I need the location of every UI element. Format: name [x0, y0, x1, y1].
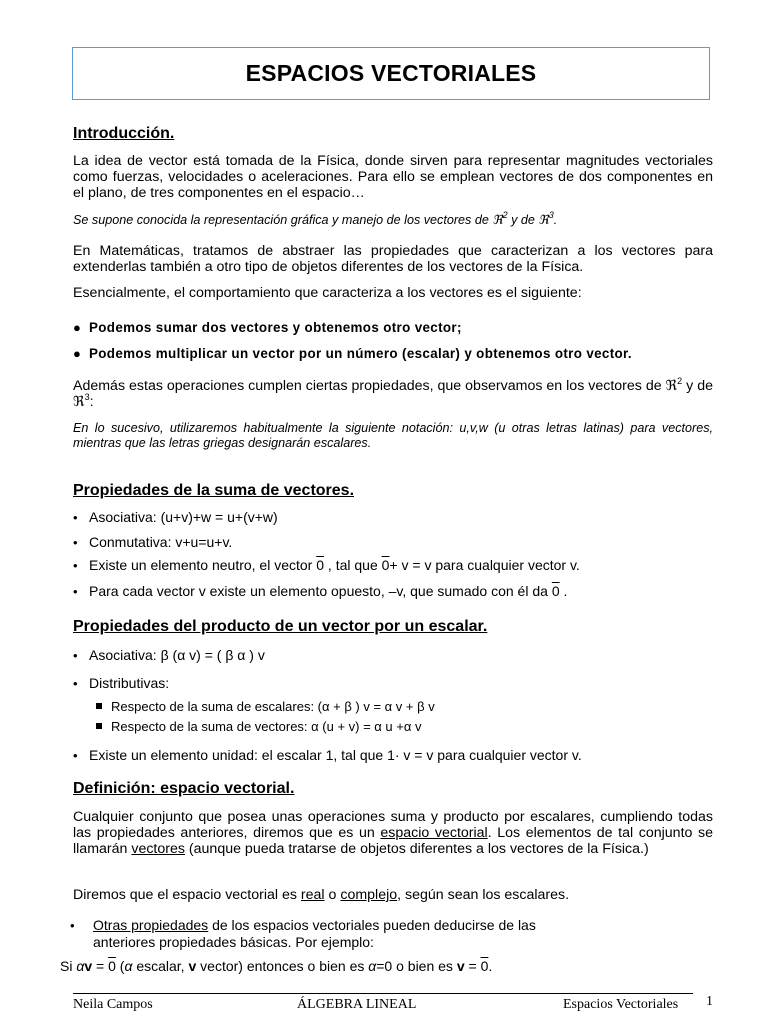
p4-text-c: :	[89, 394, 94, 410]
def-text-b: . Los elementos de tal conjunto se llamarán	[73, 825, 713, 857]
bullet-dot: ●	[73, 346, 81, 361]
distributive-scalars	[96, 699, 435, 714]
intro-note-1	[73, 210, 713, 228]
alpha-symbol: α	[76, 958, 85, 974]
intro-paragraph-2: En Matemáticas, tratamos de abstraer las propiedades que caracterizan a los vectores para extenderlas también a otro tipo de objetos diferentes de los vectores de la Física.	[73, 243, 713, 275]
sum-commutative	[73, 534, 232, 551]
p4-exp-3: 3	[84, 392, 90, 402]
example-text-h: .	[488, 958, 493, 974]
example-text-f: =0 o bien es	[376, 958, 457, 974]
def2-text-b: o	[324, 887, 341, 903]
product-properties-heading: Propiedades del producto de un vector por un escalar.	[73, 618, 488, 635]
square-bullet-icon	[96, 723, 102, 729]
other-properties-text: de los espacios vectoriales pueden deducirse de las	[208, 917, 536, 933]
p4-exp-2: 2	[677, 376, 683, 386]
bullet-dot: •	[73, 676, 78, 691]
def2-text-c: , según sean los escalares.	[397, 887, 570, 903]
zero-vector: 0	[108, 958, 116, 974]
bullet-dot: •	[73, 558, 78, 573]
footer-author: Neila Campos	[73, 997, 153, 1012]
p4-text-b: y de ℜ	[73, 378, 713, 410]
bullet-dot: •	[73, 748, 78, 763]
bullet-sum-text: Podemos sumar dos vectores y obtenemos otro vector;	[89, 320, 462, 335]
product-unit-element	[73, 747, 582, 764]
bullet-dot: •	[73, 648, 78, 663]
note1-exp-3: 3	[548, 210, 554, 220]
product-associative	[73, 647, 265, 664]
def-text-c: (aunque pueda tratarse de objetos diferentes a los vectores de la Física.)	[184, 841, 649, 857]
neutral-text-b: , tal que	[324, 557, 382, 573]
note1-exp-2: 2	[502, 210, 508, 220]
title-box	[72, 47, 710, 100]
product-distributive	[73, 675, 169, 692]
intro-paragraph-4	[73, 378, 713, 410]
footer-page-number: 1	[706, 994, 713, 1009]
sum-commutative-text: Conmutativa: v+u=u+v.	[89, 534, 233, 550]
bullet-dot: •	[73, 510, 78, 525]
bullet-dot: •	[73, 584, 78, 599]
bullet-multiply-vectors	[73, 345, 632, 362]
intro-heading: Introducción.	[73, 125, 175, 142]
note1-text-c: .	[553, 213, 558, 227]
opposite-text-b: .	[559, 583, 568, 599]
footer-chapter: Espacios Vectoriales	[563, 997, 679, 1012]
footer-divider	[73, 993, 693, 994]
intro-paragraph-3: Esencialmente, el comportamiento que caracteriza a los vectores es el siguiente:	[73, 285, 582, 301]
example-text-c: (	[115, 958, 125, 974]
bullet-dot: •	[73, 535, 78, 550]
sum-associative-text: Asociativa: (u+v)+w = u+(v+w)	[89, 509, 278, 525]
other-properties-line-2: anteriores propiedades básicas. Por ejemplo:	[93, 934, 374, 950]
vector-v: v	[188, 958, 197, 974]
example-text-g: =	[464, 958, 481, 974]
bullet-dot: ●	[73, 320, 81, 335]
term-otras-propiedades: Otras propiedades	[93, 917, 209, 933]
product-distributive-text: Distributivas:	[89, 675, 170, 691]
intro-note-2: En lo sucesivo, utilizaremos habitualmente la siguiente notación: u,v,w (u otras letras latinas) para vectores, mientras que las letras griegas designarán escalares.	[73, 421, 713, 450]
definition-paragraph-1	[73, 809, 713, 857]
opposite-text-a: Para cada vector v existe un elemento opuesto, –v, que sumado con él da	[89, 583, 552, 599]
distributive-vectors-text: Respecto de la suma de vectores: α (u + v) = α u +α v	[111, 719, 422, 734]
sum-associative	[73, 509, 278, 526]
alpha-symbol: α	[124, 958, 133, 974]
alpha-symbol: α	[368, 958, 377, 974]
zero-vector: 0	[480, 958, 489, 974]
example-statement	[60, 958, 492, 974]
intro-paragraph-1: La idea de vector está tomada de la Física, donde sirven para representar magnitudes vectoriales como fuerzas, velocidades o aceleraciones. Para ello se emplean vectores de dos componentes en el plano, de tres componentes en el espacio…	[73, 153, 713, 201]
distributive-scalars-text: Respecto de la suma de escalares: (α + β ) v = α v + β v	[111, 699, 435, 714]
bullet-multiply-text: Podemos multiplicar un vector por un número (escalar) y obtenemos otro vector.	[89, 346, 632, 361]
zero-vector: 0	[551, 583, 560, 599]
square-bullet-icon	[96, 703, 102, 709]
example-text-e: vector) entonces o bien es	[196, 958, 369, 974]
zero-vector: 0	[381, 557, 390, 573]
note1-text-b: y de ℜ	[507, 213, 549, 227]
other-properties-bullet	[70, 917, 536, 934]
example-text-a: Si	[60, 958, 77, 974]
definition-heading: Definición: espacio vectorial.	[73, 780, 295, 797]
sum-neutral-element	[73, 557, 580, 574]
example-text-b: =	[92, 958, 109, 974]
term-vectores: vectores	[131, 841, 185, 857]
p4-text-a: Además estas operaciones cumplen ciertas propiedades, que observamos en los vectores de ℜ	[73, 378, 678, 394]
def2-text-a: Diremos que el espacio vectorial es	[73, 887, 301, 903]
zero-vector: 0	[316, 557, 325, 573]
bullet-dot: •	[70, 918, 75, 933]
vector-v: v	[84, 958, 93, 974]
page-title: ESPACIOS VECTORIALES	[245, 60, 537, 86]
term-espacio-vectorial: espacio vectorial	[380, 825, 488, 841]
definition-paragraph-2	[73, 887, 713, 903]
product-associative-text: Asociativa: β (α v) = ( β α ) v	[89, 647, 265, 663]
term-real: real	[300, 887, 325, 903]
term-complejo: complejo	[340, 887, 398, 903]
sum-properties-heading: Propiedades de la suma de vectores.	[73, 482, 355, 499]
note1-text-a: Se supone conocida la representación gráfica y manejo de los vectores de ℜ	[73, 213, 503, 227]
def-text-a: Cualquier conjunto que posea unas operaciones suma y producto por escalares, cumpliendo todas las propiedades anteriores, diremos que es un	[73, 809, 713, 841]
neutral-text-c: + v = v para cualquier vector v.	[389, 557, 580, 573]
vector-v: v	[456, 958, 465, 974]
sum-opposite-element	[73, 583, 567, 600]
footer-subject: ÁLGEBRA LINEAL	[297, 997, 417, 1012]
product-unit-text: Existe un elemento unidad: el escalar 1, tal que 1· v = v para cualquier vector v.	[89, 747, 582, 763]
distributive-vectors	[96, 719, 422, 734]
bullet-sum-vectors	[73, 319, 462, 336]
example-text-d: escalar,	[132, 958, 189, 974]
neutral-text-a: Existe un elemento neutro, el vector	[89, 557, 317, 573]
